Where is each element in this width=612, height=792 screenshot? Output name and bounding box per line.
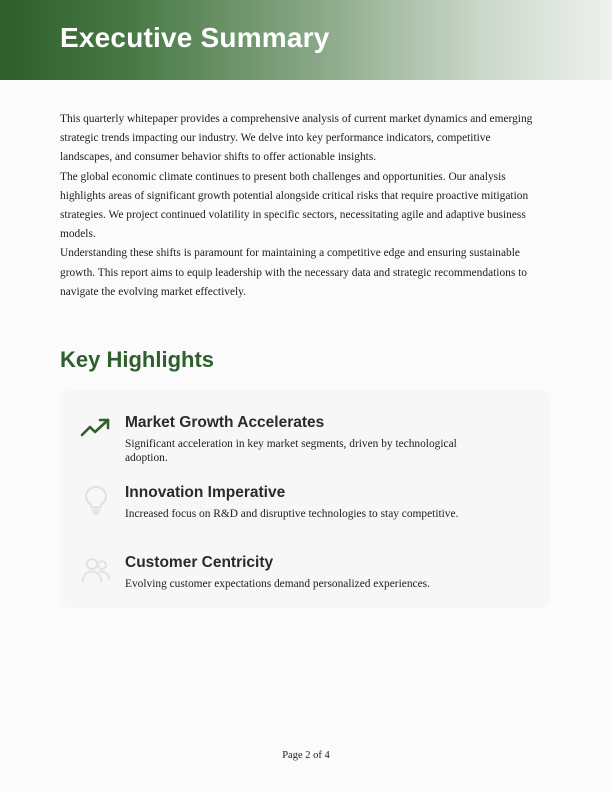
key-highlights-heading: Key Highlights <box>60 347 215 372</box>
highlight-title: Innovation Imperative <box>125 484 286 501</box>
highlight-description: Evolving customer expectations demand personalized experiences. <box>125 578 430 590</box>
highlight-description: Increased focus on R&D and disruptive technologies to stay competitive. <box>125 508 459 520</box>
intro-paragraph: This quarterly whitepaper provides a comprehensive analysis of current market dynamics and emerging strategic trends impacting our industry. We delve into key performance indicators, competitive landscapes, and consumer behavior shifts to offer actionable insights. <box>60 113 533 164</box>
highlight-title: Customer Centricity <box>125 554 274 571</box>
trending-up-icon <box>80 414 112 446</box>
intro-paragraph: The global economic climate continues to present both challenges and opportunities. Our analysis highlights areas of significant growth potential alongside critical risks that require proactive mitigation strategies. We project continued volatility in specific sectors, necessitating agile and adaptive business models. <box>60 170 529 241</box>
intro-section <box>60 110 544 302</box>
users-icon <box>80 554 112 586</box>
highlight-title: Market Growth Accelerates <box>125 414 325 431</box>
page-number: Page 2 of 4 <box>282 750 330 761</box>
page-title: Executive Summary <box>60 22 330 53</box>
header-banner <box>0 0 612 80</box>
intro-paragraph: Understanding these shifts is paramount for maintaining a competitive edge and ensuring sustainable growth. This report aims to equip leadership with the necessary data and strategic recommendations to navigate the evolving market effectively. <box>60 247 527 298</box>
highlight-description: Significant acceleration in key market segments, driven by technological adoption. <box>125 438 457 464</box>
lightbulb-icon <box>80 484 112 516</box>
highlights-card <box>60 390 550 608</box>
